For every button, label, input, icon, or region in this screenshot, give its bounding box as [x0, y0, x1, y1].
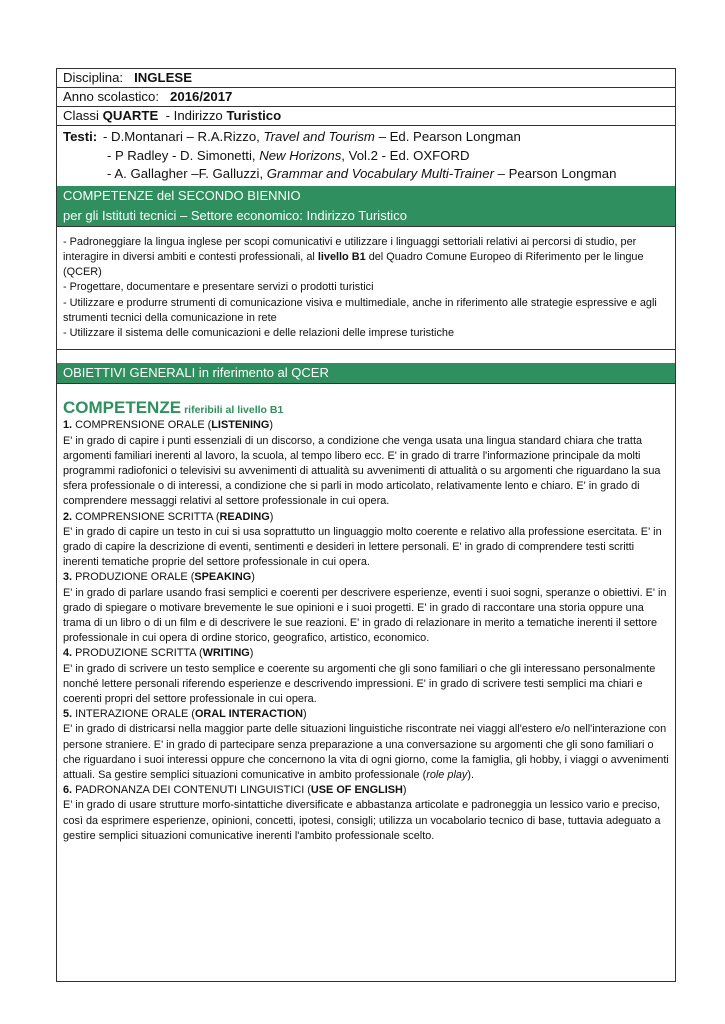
section-num: 6.	[63, 784, 73, 797]
livello-b1: livello B1	[317, 250, 366, 263]
section-name: COMPRENSIONE ORALE (	[72, 419, 212, 432]
anno-row	[57, 88, 675, 107]
section-close: )	[251, 571, 255, 584]
section-use-of-english	[63, 783, 669, 844]
section-text: E' in grado di capire un testo in cui si usa soprattutto un linguaggio molto coerente e relativo alla professione esercitata. E' in grado di capire la descrizione di eventi, sentimenti e desideri in lettere personali. E' in grado di comprendere testi scritti inerenti tematiche proprie del settore professionale in cui opera.	[63, 525, 662, 569]
competenze-title: COMPETENZE	[63, 398, 182, 418]
testi-label: Testi:	[63, 129, 98, 144]
section-close: )	[269, 419, 274, 432]
syllabus-table	[56, 68, 676, 982]
book2-authors: - P Radley - D. Simonetti,	[107, 147, 260, 163]
section-listening	[63, 418, 669, 509]
role-play-term: role play	[426, 769, 468, 782]
section-text: E' in grado di parlare usando frasi semplici e coerenti per descrivere esperienze, eventi i suoi sogni, speranze o obiettivi. E' in grado di spiegare o motivare brevemente le sue opinioni e i suoi progetti. E' in grado di raccontare una storia oppure una trama di un libro o di un film e di descrivere le sue reazioni. E' in grado di relazionare in merito a tematiche inerenti il settore professionale in cui opera di ordine storico, geografico, artistico, economico.	[63, 586, 667, 645]
section-reading	[63, 510, 669, 571]
section-num: 1.	[63, 419, 73, 432]
testi-line-1	[63, 128, 669, 147]
book3-authors: - A. Gallagher –F. Galluzzi,	[107, 166, 267, 182]
section-skill: SPEAKING	[194, 571, 252, 584]
section-num: 3.	[63, 571, 73, 584]
section-oral-interaction	[63, 707, 669, 783]
section-text-main: E' in grado di districarsi nella maggior parte delle situazioni linguistiche riscontrate nei viaggi all'estero e/o nell'interazione con persone straniere. E' in grado di partecipare senza preparazione a una conversazione su argomenti che gli sono familiari o che riguardano i suoi interessi oppure che concernono la vita di ogni giorno, come la famiglia, gli hobby, i viaggi o avvenimenti attuali. Sa gestire semplici situazioni comunicative in ambito professionale (	[63, 723, 669, 782]
book2-publisher: , Vol.2 - Ed. OXFORD	[341, 147, 470, 163]
section-name: PADRONANZA DEI CONTENUTI LINGUISTICI (	[72, 784, 311, 797]
book3-title: Grammar and Vocabulary Multi-Trainer	[266, 166, 494, 182]
competenza-item-4: - Utilizzare il sistema delle comunicazioni e delle relazioni delle imprese turistiche	[63, 327, 455, 339]
section-skill: LISTENING	[211, 419, 270, 432]
disciplina-value: INGLESE	[134, 70, 192, 85]
competenze-list	[57, 227, 675, 350]
classi-label: Classi	[63, 108, 99, 123]
section-skill: READING	[219, 510, 270, 523]
section-speaking	[63, 570, 669, 646]
anno-label: Anno scolastico:	[63, 89, 160, 104]
anno-value: 2016/2017	[170, 89, 233, 104]
section-name: PRODUZIONE ORALE (	[72, 571, 195, 584]
section-num: 4.	[63, 647, 73, 660]
competenza-item-1-tail: del Quadro Comune Europeo di Riferimento per le lingue (QCER)	[63, 250, 644, 279]
competenza-item-3: - Utilizzare e produrre strumenti di comunicazione visiva e multimediale, anche in riferimento alle strategie espressive e agli strumenti tecnici della comunicazione in rete	[63, 296, 657, 324]
section-name: PRODUZIONE SCRITTA (	[72, 647, 203, 660]
section-skill: USE OF ENGLISH	[310, 784, 403, 797]
competenze-band-line1: COMPETENZE del SECONDO BIENNIO	[57, 186, 675, 206]
book3-publisher: – Pearson Longman	[493, 166, 617, 182]
section-heading	[63, 510, 669, 525]
competenze-body	[57, 384, 675, 844]
classi-row	[57, 107, 675, 126]
testi-block	[57, 126, 675, 186]
section-text: E' in grado di scrivere un testo semplice e coerente su argomenti che gli sono familiari o che gli interessano personalmente nonché lettere personali riferendo esperienze e descrivendo impressioni. E' in grado di scrivere testi semplici ma chiari e coerenti propri del settore professionale in cui opera.	[63, 662, 656, 706]
section-num: 5.	[63, 708, 73, 721]
book1-title: Travel and Tourism	[263, 129, 375, 144]
indirizzo-value: Turistico	[226, 108, 282, 123]
indirizzo-label: - Indirizzo	[165, 108, 223, 123]
competenza-item-1	[63, 235, 669, 281]
section-text-end: ).	[467, 769, 475, 782]
section-text	[63, 722, 669, 783]
section-skill: ORAL INTERACTION	[194, 708, 304, 721]
book1-publisher: – Ed. Pearson Longman	[374, 129, 521, 144]
book1-authors: - D.Montanari – R.A.Rizzo,	[103, 129, 264, 144]
book2-title: New Horizons	[259, 147, 342, 163]
disciplina-row	[57, 69, 675, 88]
section-close: )	[249, 647, 254, 660]
testi-line-3	[63, 165, 669, 184]
section-close: )	[303, 708, 307, 721]
section-writing	[63, 646, 669, 707]
section-name: INTERAZIONE ORALE (	[72, 708, 195, 721]
section-heading	[63, 418, 669, 433]
competenze-heading	[63, 398, 669, 418]
competenze-subtitle: riferibili al livello B1	[184, 404, 284, 417]
section-close: )	[269, 510, 274, 523]
competenza-item-2: - Progettare, documentare e presentare servizi o prodotti turistici	[63, 281, 374, 294]
section-heading	[63, 783, 669, 798]
section-heading	[63, 570, 669, 585]
section-name: COMPRENSIONE SCRITTA (	[72, 510, 220, 523]
competenza-item-1-text: - Padroneggiare la lingua inglese per scopi comunicativi e utilizzare i linguaggi settoriali relativi ai percorsi di studio, per interagire in diversi ambiti e contesti professionali, al	[63, 235, 637, 263]
obiettivi-band: OBIETTIVI GENERALI in riferimento al QCER	[57, 363, 675, 384]
disciplina-label: Disciplina:	[63, 70, 124, 85]
classi-value: QUARTE	[102, 108, 159, 123]
section-heading	[63, 646, 669, 661]
section-text: E’ in grado di usare strutture morfo-sintattiche diversificate e abbastanza articolate e padroneggia un lessico vario e preciso, così da esprimere esperienze, opinioni, concetti, ipotesi, consigli; utilizza un vocabolario tecnico di base, tuttavia adeguato a gestire semplici situazioni comunicative inerenti l'ambito professionale scelto.	[63, 799, 661, 842]
section-close: )	[402, 784, 407, 797]
testi-line-2	[63, 147, 669, 166]
competenze-band-line2: per gli Istituti tecnici – Settore economico: Indirizzo Turistico	[57, 206, 675, 227]
section-text: E' in grado di capire i punti essenziali di un discorso, a condizione che venga usata una lingua standard chiara che tratta argomenti familiari inerenti al lavoro, la scuola, al tempo libero ecc. E' in grado di trarre l'informazione principale da molti programmi radiofonici o televisivi su avvenimenti di attualità su avvenimenti di attualità o su argomenti che riguardano la sua sfera professionale o di interessi, a condizione che si parli in modo articolato, relativamente lento e chiaro. E' in grado di comprendere messaggi relativi al settore professionale in cui opera.	[63, 434, 661, 508]
section-heading	[63, 707, 669, 722]
section-skill: WRITING	[202, 647, 250, 660]
section-num: 2.	[63, 510, 73, 523]
